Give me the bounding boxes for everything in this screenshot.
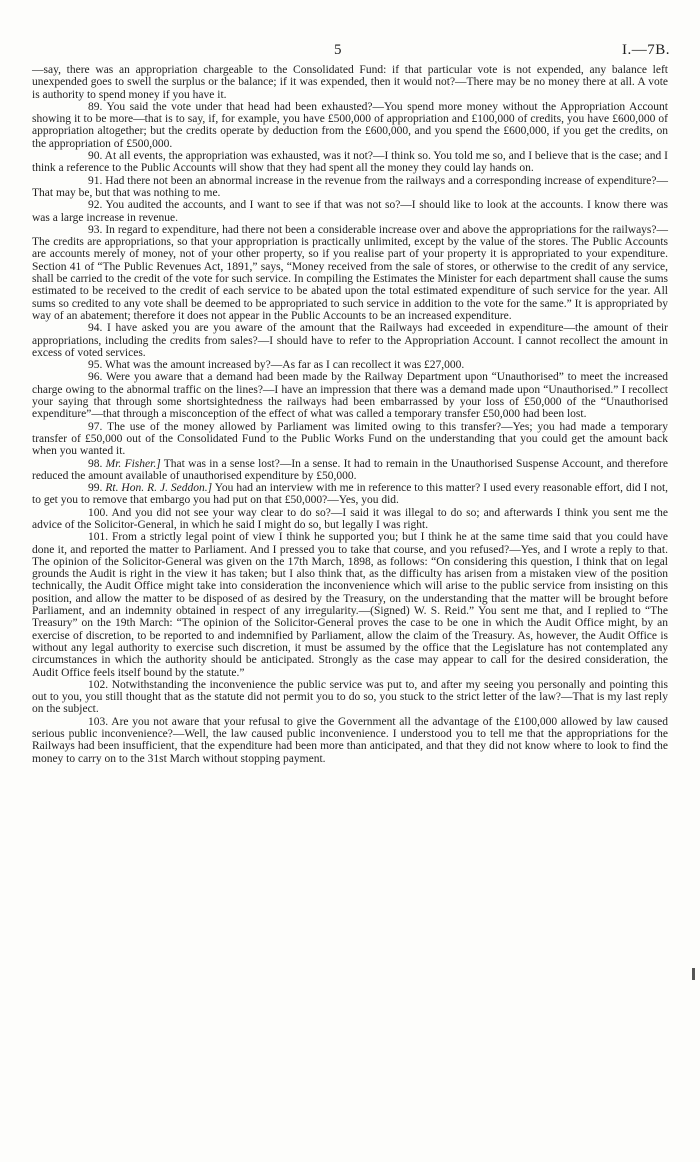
paragraph-text: From a strictly legal point of view I think he supported you; but I think he at the same time said that you could have done it, and reported the matter to Parliament. And I pressed you to take that course, and you refused?—Yes, and I wrote a reply to that. The opinion of the Solicitor-General was given on the 17th March, 1898, as follows: “On considering this question, I think that on legal grounds the Audit is right in the view it has taken; but I also think that, as the difficulty has arisen from a mistaken view of the position technically, the Audit Office might take into consideration the inconvenience which will arise to the public service from insisting on this position, and allow the matter to be disposed of as desired by the Treasury, on the understanding that the matter will be brought before Parliament, and an indemnity obtained in respect of any irregularity.—(Signed) W. S. Reid.” You sent me that, and I replied to “The Treasury” on the 19th March: “The opinion of the Solicitor-General proves the case to be one in which the Audit Office might, by an exercise of discretion, to be reported to and indemnified by Parliament, allow the claim of the Treasury. As, however, the Audit Office is without any legal authority to exercise such discretion, it must be assumed by the office that the Legislature has not contemplated any circumstances in which the authority should be anticipated. Strongly as the case may appear to call for the desired consideration, the Audit Office feels itself bound by the statute.”	[32, 531, 669, 679]
question-number: 91.	[88, 174, 103, 187]
paragraph-text: At all events, the appropriation was exhausted, was it not?—I think so. You told me so, and I believe that is the case; and I think a reference to the Public Accounts will show that they had spent all the money they could lay hands on.	[32, 150, 668, 175]
paragraph-text: You had an interview with me in reference to this matter? I used every reasonable effort, did I not, to get you to remove that embargo you had put on that £50,000?—Yes, you did.	[32, 482, 669, 507]
question-91	[32, 175, 668, 200]
page-number: 5	[334, 42, 342, 58]
question-number: 94.	[88, 322, 103, 335]
speaker-name: Mr. Fisher.]	[105, 457, 161, 470]
question-number: 100.	[88, 506, 109, 519]
question-number: 99.	[88, 482, 103, 495]
question-95	[32, 359, 668, 371]
paragraph-text: You audited the accounts, and I want to see if that was not so?—I should like to look at the accounts. I know there was was a large increase in revenue.	[32, 199, 668, 224]
paragraph-text: And you did not see your way clear to do so?—I said it was illegal to do so; and afterwards I think you sent me the advice of the Solicitor-General, in which he said I might do so, but legally I was right.	[32, 506, 668, 531]
question-102	[32, 679, 668, 716]
paragraph-text: The use of the money allowed by Parliament was limited owing to this transfer?—Yes; you had made a temporary transfer of £50,000 out of the Consolidated Fund to the Public Works Fund on the understanding that you could get the amount back when you wanted it.	[32, 420, 669, 458]
question-number: 96.	[88, 371, 103, 384]
margin-mark	[692, 968, 695, 980]
document-reference: I.—7B.	[622, 42, 670, 58]
paragraph-text: Were you aware that a demand had been made by the Railway Department upon “Unauthorised” to meet the increased charge owing to the abnormal traffic on the lines?—I have an impression that there was a demand made upon “Unauthorised.” I recollect your saying that through some shortsightedness the railways had been embarrassed by your loss of £50,000 of the “Unauthorised expenditure”—that through a misconception of the effect of what was called a temporary transfer £50,000 had been lost.	[32, 371, 668, 421]
paragraph-text: Notwithstanding the inconvenience the public service was put to, and after my seeing you personally and pointing this out to you, you still thought that as the statute did not permit you to do so, you stuck to the strict letter of the law?—That is my last reply on the subject.	[32, 678, 668, 716]
paragraph-text: —say, there was an appropriation chargeable to the Consolidated Fund: if that particular vote is not expended, any balance left unexpended goes to swell the surplus or the balance; if it was expended, then it would not?—There may be no money there at all. A vote is authority to spend money if you have it.	[32, 64, 668, 101]
question-92	[32, 199, 668, 224]
question-90	[32, 150, 668, 175]
question-96	[32, 371, 668, 420]
paragraph-text: Are you not aware that your refusal to give the Government all the advantage of the £100,000 allowed by law caused serious public inconvenience?—Well, the law caused public inconvenience. I understood you to tell me that the appropriations for the Railways had been insufficient, that the expenditure had been more than anticipated, and that they did not know where to look to find the money to carry on to the 31st March without stopping payment.	[32, 715, 668, 765]
question-number: 98.	[88, 457, 103, 470]
paragraph-text: That was in a sense lost?—In a sense. It had to remain in the Unauthorised Suspense Account, and therefore reduced the amount available of unauthorised expenditure by £50,000.	[32, 457, 668, 482]
question-101	[32, 531, 668, 679]
question-93	[32, 224, 668, 322]
paragraph-text: I have asked you are you aware of the amount that the Railways had exceeded in expenditure—the amount of their appropriations, including the credits from sales?—I should have to refer to the Appropriation Account. I cannot recollect the amount in excess of voted services.	[32, 322, 668, 359]
question-97	[32, 421, 668, 458]
question-number: 90.	[88, 150, 103, 163]
question-100	[32, 507, 668, 532]
question-number: 97.	[88, 420, 103, 433]
question-number: 101.	[88, 531, 109, 544]
paragraph-text: In regard to expenditure, had there not been a considerable increase over and above the appropriations for the railways?—The credits are appropriations, so that your appropriation is practically unlimited, except by the value of the stores. The Public Accounts are accounts merely of money, not of your other property, so if you realise part of your property it is appropriated to your expenditure. Section 41 of “The Public Revenues Act, 1891,” says, “Money received from the sale of stores, or otherwise to the credit of any service, shall be carried to the credit of the vote for such service. In compiling the Estimates the Minister for each department shall cause the sums estimated to be received to the credit of each service to be abated upon the total estimated expenditure of such service for the year. All sums so credited to any vote shall be deemed to be appropriated to such service in addition to the vote for the same.” It is appropriated by way of an abatement; therefore it does not appear in the Public Accounts to be an increased expenditure.	[32, 223, 669, 322]
question-number: 93.	[88, 223, 103, 236]
paragraph-text: What was the amount increased by?—As far as I can recollect it was £27,000.	[105, 359, 465, 372]
question-number: 92.	[88, 199, 103, 212]
question-number: 95.	[88, 359, 103, 372]
question-number: 103.	[88, 715, 109, 728]
question-number: 89.	[88, 100, 103, 113]
question-98	[32, 458, 668, 483]
question-number: 102.	[88, 678, 109, 691]
speaker-name: Rt. Hon. R. J. Seddon.]	[105, 482, 213, 495]
question-94	[32, 322, 668, 359]
question-89	[32, 101, 668, 150]
paragraph-continuation	[32, 64, 668, 101]
paragraph-text: Had there not been an abnormal increase in the revenue from the railways and a corresponding increase of expenditure?—That may be, but that was nothing to me.	[32, 174, 669, 199]
evidence-text	[32, 64, 668, 765]
question-103	[32, 716, 668, 765]
question-99	[32, 482, 668, 507]
paragraph-text: You said the vote under that head had been exhausted?—You spend more money without the Appropriation Account showing it to be more—that is to say, if, for example, you have £500,000 of appropriation and £100,000 of credits, you have £600,000 of appropriation altogether; but the credits operate by deduction from the £600,000, and you spend the £600,000, if you get the credits, on the appropriation of £500,000.	[32, 100, 668, 150]
